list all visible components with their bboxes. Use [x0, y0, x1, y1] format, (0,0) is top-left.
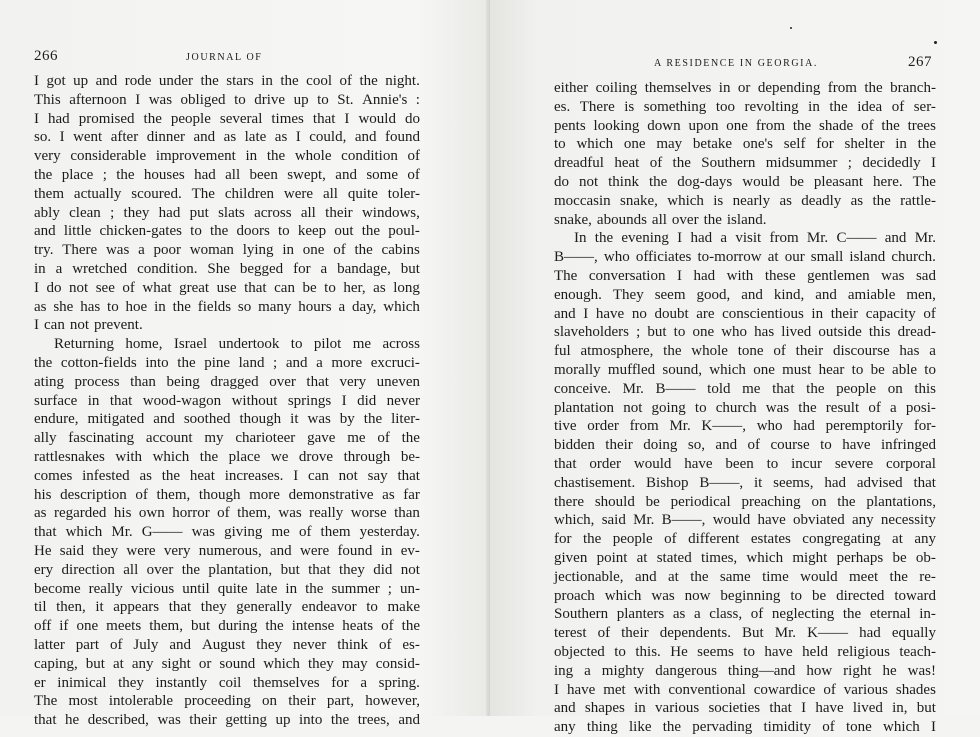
text-line: to which one may betake one's self for shelter in the: [554, 136, 936, 153]
text-line: that he described, was their getting up into the trees, and: [34, 712, 420, 729]
text-line: very considerable improvement in the whole condition of: [34, 148, 420, 165]
text-line: I can not prevent.: [34, 317, 143, 334]
text-line: proach which was now beginning to be directed toward: [554, 587, 936, 604]
text-line: surface in that wood-wagon without springs I did never: [34, 392, 420, 409]
text-line: there should be periodical preaching on the plantations,: [554, 493, 936, 510]
text-line: ful atmosphere, the whole tone of their discourse has a: [554, 343, 936, 360]
text-line: so. I went after dinner and as late as I could, and found: [34, 129, 420, 146]
text-line: pents looking down upon one from the shade of the trees: [554, 117, 936, 134]
text-line: his description of them, though more demonstrative as far: [34, 486, 420, 503]
text-line: snake, abounds all over the island.: [554, 211, 767, 228]
text-line: Southern planters as a class, of neglecting the eternal in-: [554, 606, 936, 623]
text-line: ating process than being dragged over that very uneven: [34, 373, 420, 390]
text-line: ally fascinating account my charioteer gave me of the: [34, 430, 420, 447]
text-line: become really vicious until quite late in the summer ; un-: [34, 580, 420, 597]
text-line: and I have no doubt are conscientious in their capacity of: [554, 305, 936, 322]
text-line: conceive. Mr. B—— told me that the people on this: [554, 380, 936, 397]
ink-speck: [790, 27, 792, 29]
text-line: caping, but at any sight or sound which they may consid-: [34, 655, 420, 672]
left-page-number: 266: [34, 48, 58, 64]
text-line: The most intolerable proceeding on their part, however,: [34, 693, 420, 710]
text-line: I have met with conventional cowardice of various shades: [554, 681, 936, 698]
text-line: comes infested as the heat increases. I can not say that: [34, 467, 420, 484]
right-page: [490, 0, 980, 736]
text-line: as she has to hoe in the fields so many hours a day, which: [34, 298, 420, 315]
text-line: slaveholders ; but to one who has lived outside this dread-: [554, 324, 936, 341]
text-line: try. There was a poor woman lying in one of the cabins: [34, 242, 420, 259]
text-line: objected to this. He seems to have held religious teach-: [554, 643, 936, 660]
text-line: that which Mr. G—— was giving me of them yesterday.: [34, 524, 420, 541]
text-line: endure, mitigated and soothed though it was by the liter-: [34, 411, 420, 428]
left-running-head: JOURNAL OF: [186, 52, 263, 63]
text-line: This afternoon I was obliged to drive up to St. Annie's :: [34, 91, 420, 108]
text-line: bidden their doing so, and of course to have infringed: [554, 437, 936, 454]
text-line: ery direction all over the plantation, but that they did not: [34, 561, 420, 578]
text-line: He said they were very numerous, and were found in ev-: [34, 542, 420, 559]
left-page-text: [34, 72, 420, 730]
ink-speck: [934, 41, 937, 44]
text-line: in a wretched condition. She begged for a bandage, but: [34, 260, 420, 277]
right-running-head: A RESIDENCE IN GEORGIA.: [654, 58, 819, 69]
text-line: given point at stated times, which might perhaps be ob-: [554, 549, 936, 566]
text-line: rattlesnakes with which the place we drove through be-: [34, 448, 420, 465]
text-line: do not think the dog-days would be pleasant here. The: [554, 173, 936, 190]
text-line: enough. They seem good, and kind, and amiable men,: [554, 286, 936, 303]
text-line: The conversation I had with these gentlemen was sad: [554, 267, 936, 284]
text-line: til then, it appears that they generally endeavor to make: [34, 599, 420, 616]
text-line: tive order from Mr. K——, who had peremptorily for-: [554, 418, 936, 435]
text-line: latter part of July and August they never think of es-: [34, 636, 420, 653]
text-line: Returning home, Israel undertook to pilot me across: [54, 336, 420, 353]
right-page-text: [554, 79, 936, 737]
text-line: which, said Mr. B——, would have obviated any necessity: [554, 512, 936, 529]
right-page-number: 267: [908, 54, 932, 70]
text-line: the place ; the houses had all been swept, and some of: [34, 166, 420, 183]
text-line: any thing like the pervading timidity of tone which I: [554, 719, 936, 736]
text-line: I got up and rode under the stars in the cool of the night.: [34, 73, 420, 89]
text-line: I had promised the people several times that I would do: [34, 110, 420, 127]
text-line: I do not see of what great use that can be to her, as long: [34, 279, 420, 296]
text-line: the cotton-fields into the pine land ; and a more excruci-: [34, 354, 420, 371]
text-line: jectionable, and at the same time would meet the re-: [554, 568, 936, 585]
text-line: terest of their dependents. But Mr. K—— had equally: [554, 625, 936, 642]
text-line: In the evening I had a visit from Mr. C—— and Mr.: [574, 230, 936, 247]
text-line: for the people of different estates congregating at any: [554, 531, 936, 548]
left-page: [0, 0, 490, 729]
text-line: moccasin snake, which is nearly as deadly as the rattle-: [554, 192, 936, 209]
text-line: er inimical they instantly coil themselves for a spring.: [34, 674, 420, 691]
text-line: and little chicken-gates to the doors to keep out the poul-: [34, 223, 420, 240]
text-line: that order would have been to incur severe corporal: [554, 455, 936, 472]
text-line: them actually scoured. The children were all quite toler-: [34, 185, 420, 202]
text-line: as regarded his own horror of them, was really worse than: [34, 505, 420, 522]
text-line: dreadful heat of the Southern midsummer ; decidedly I: [554, 155, 936, 172]
text-line: chastisement. Bishop B——, it seems, had advised that: [554, 474, 936, 491]
text-line: off if one meets them, but during the intense heats of the: [34, 618, 420, 635]
text-line: ing a mighty dangerous thing—and how right he was!: [554, 662, 936, 679]
text-line: B——, who officiates to-morrow at our small island church.: [554, 249, 936, 266]
text-line: es. There is something too revolting in the idea of ser-: [554, 98, 936, 115]
text-line: and shapes in various societies that I have lived in, but: [554, 700, 936, 717]
text-line: morally muffled sound, which one must hear to be able to: [554, 361, 936, 378]
text-line: plantation not going to church was the result of a posi-: [554, 399, 936, 416]
text-line: ably clean ; they had put slats across all their windows,: [34, 204, 420, 221]
text-line: either coiling themselves in or depending from the branch-: [554, 80, 936, 96]
